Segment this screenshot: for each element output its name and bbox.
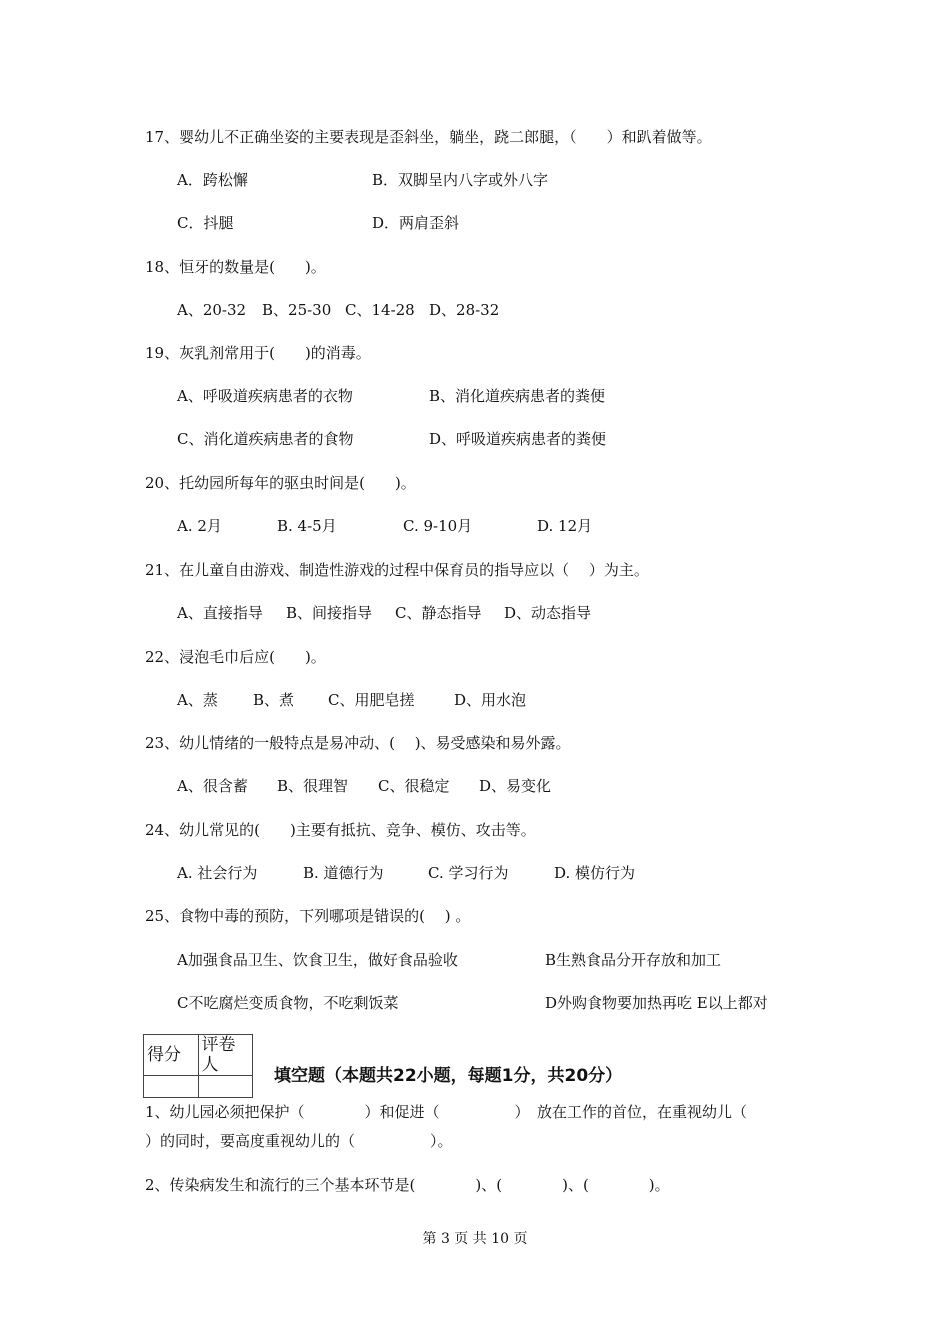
page-footer: 第 3 页 共 10 页: [422, 1231, 528, 1247]
option-20b: B. 4-5月: [277, 517, 337, 535]
option-22c: C、用肥皂搓: [328, 691, 415, 709]
question-21: 21、在儿童自由游戏、制造性游戏的过程中保育员的指导应以（ ）为主。: [145, 561, 649, 579]
score-label: 得分: [144, 1035, 199, 1076]
option-17a: A．跨松懈: [177, 171, 248, 189]
option-23d: D、易变化: [479, 777, 552, 795]
option-22a: A、蒸: [177, 691, 218, 709]
option-24d: D. 模仿行为: [554, 864, 636, 882]
question-23: 23、幼儿情绪的一般特点是易冲动、( )、易受感染和易外露。: [145, 734, 571, 752]
option-17c: C．抖腿: [177, 214, 234, 232]
grader-cell[interactable]: [198, 1076, 253, 1098]
question-24: 24、幼儿常见的( )主要有抵抗、竞争、模仿、攻击等。: [145, 821, 536, 839]
option-20d: D. 12月: [537, 517, 593, 535]
option-24a: A. 社会行为: [177, 864, 258, 882]
option-21d: D、动态指导: [504, 604, 592, 622]
question-19: 19、灰乳剂常用于( )的消毒。: [145, 344, 371, 362]
fill-question-2: 2、传染病发生和流行的三个基本环节是( )、( )、( )。: [145, 1176, 670, 1194]
option-23c: C、很稳定: [378, 777, 450, 795]
fill-question-1-line1: 1、幼儿园必须把保护（ ）和促进（ ） 放在工作的首位，在重视幼儿（: [145, 1103, 748, 1121]
question-22: 22、浸泡毛巾后应( )。: [145, 648, 326, 666]
option-24c: C. 学习行为: [428, 864, 509, 882]
option-25d: D外购食物要加热再吃 E以上都对: [545, 994, 768, 1012]
option-18a: A、20-32: [177, 301, 247, 319]
question-17: 17、婴幼儿不正确坐姿的主要表现是歪斜坐，躺坐，跷二郎腿，（ ）和趴着做等。: [145, 128, 712, 146]
option-23b: B、很理智: [277, 777, 349, 795]
option-19d: D、呼吸道疾病患者的粪便: [429, 430, 607, 448]
fill-question-1-line2: ）的同时，要高度重视幼儿的（ ）。: [145, 1132, 453, 1150]
option-20a: A. 2月: [177, 517, 222, 535]
option-21c: C、静态指导: [395, 604, 482, 622]
option-18d: D、28-32: [429, 301, 500, 319]
option-19a: A、呼吸道疾病患者的衣物: [177, 387, 353, 405]
option-19c: C、消化道疾病患者的食物: [177, 430, 354, 448]
grader-label: 评卷人: [198, 1035, 253, 1076]
option-17b: B．双脚呈内八字或外八字: [372, 171, 549, 189]
question-18: 18、恒牙的数量是( )。: [145, 258, 326, 276]
option-22d: D、用水泡: [454, 691, 527, 709]
option-18c: C、14-28: [345, 301, 415, 319]
option-20c: C. 9-10月: [403, 517, 473, 535]
option-22b: B、煮: [253, 691, 295, 709]
option-25c: C不吃腐烂变质食物，不吃剩饭菜: [177, 994, 399, 1012]
option-21b: B、间接指导: [286, 604, 373, 622]
question-20: 20、托幼园所每年的驱虫时间是( )。: [145, 474, 416, 492]
option-18b: B、25-30: [262, 301, 332, 319]
section-title: 填空题（本题共22小题，每题1分，共20分）: [274, 1066, 623, 1086]
question-25: 25、食物中毒的预防，下列哪项是错误的( ) 。: [145, 907, 471, 925]
option-25a: A加强食品卫生、饮食卫生，做好食品验收: [177, 951, 458, 969]
option-25b: B生熟食品分开存放和加工: [545, 951, 722, 969]
option-23a: A、很含蓄: [177, 777, 248, 795]
option-19b: B、消化道疾病患者的粪便: [429, 387, 606, 405]
option-21a: A、直接指导: [177, 604, 263, 622]
score-table: [143, 1034, 253, 1098]
score-cell[interactable]: [144, 1076, 199, 1098]
option-24b: B. 道德行为: [303, 864, 384, 882]
option-17d: D．两肩歪斜: [372, 214, 460, 232]
